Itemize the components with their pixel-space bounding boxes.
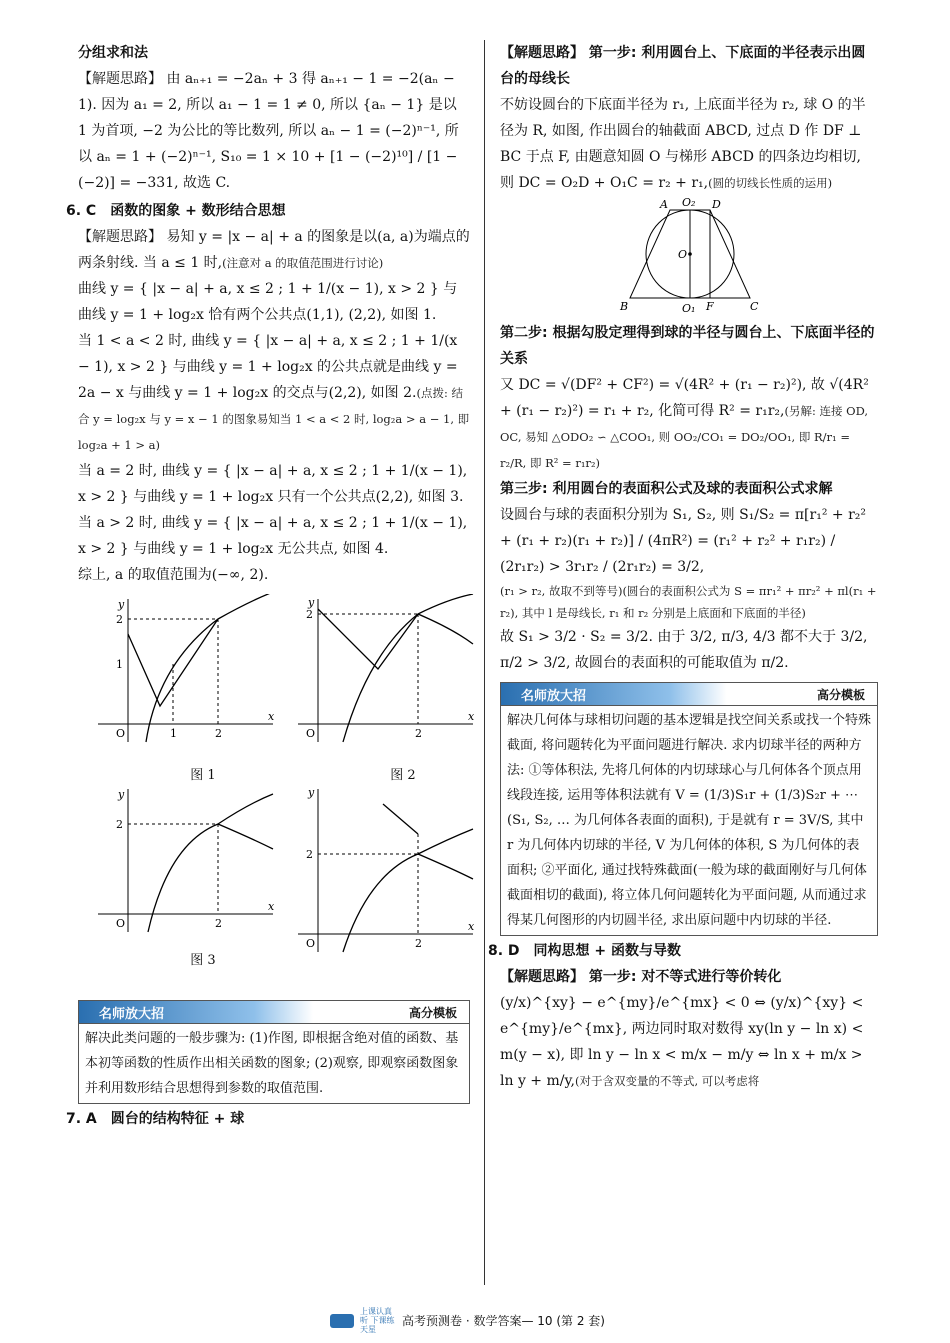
brand-logo-icon xyxy=(330,1314,354,1328)
q6-note-1: (注意对 a 的取值范围进行讨论) xyxy=(222,256,384,270)
svg-text:x: x xyxy=(468,920,475,933)
q8-title: 8. D 同构思想 + 函数与导数 xyxy=(488,943,682,959)
svg-text:y: y xyxy=(118,598,125,611)
q6-note-2: (点拨: 结合 y = log₂x 与 y = x − 1 的图象易知当 1 < a < 2 时, log₂a > a − 1, 即 log₂a + 1 > a) xyxy=(78,386,470,452)
q7-step3-conclusion: 故 S₁ > 3/2 · S₂ = 3/2. 由于 3/2, π/3, 4/3 都不大于 3/2, π/2 > 3/2, 故圆台的表面积的可能取值为 π/2. xyxy=(500,629,868,671)
tip-title: 名师放大招 xyxy=(99,1006,165,1022)
svg-text:2: 2 xyxy=(116,818,123,831)
svg-text:2: 2 xyxy=(306,608,313,621)
function-graphs xyxy=(78,594,475,994)
svg-text:O: O xyxy=(116,917,126,930)
svg-text:B: B xyxy=(620,300,629,313)
q6-case-2: 当 1 < a < 2 时, 曲线 y = { |x − a| + a, x ≤ 2 ; 1 + 1/(x − 1), x > 2 } 与曲线 y = 1 + log₂x 的公共点就是曲线 y = 2a − x 与曲线 y = 1 + log₂x 的交点与(2,2), 如图 2.(点拨: 结合 y = log₂x 与 y = x − 1 的图象易知当 1 < a < 2 时, log₂a > a − 1, 即 log₂a + 1 > a) xyxy=(78,333,470,452)
svg-text:x: x xyxy=(268,710,275,723)
q6-title: 6. C 函数的图象 + 数形结合思想 xyxy=(66,203,286,219)
q8-note: (对于含双变量的不等式, 可以考虑将 xyxy=(574,1074,760,1088)
svg-text:O₁: O₁ xyxy=(682,302,696,315)
q6-case-3: 当 a = 2 时, 曲线 y = { |x − a| + a, x ≤ 2 ; 1 + 1/(x − 1), x > 2 } 与曲线 y = 1 + log₂x 只有一个公共点(2,2), 如图 3. xyxy=(78,463,468,505)
figure-3-caption: 图 3 xyxy=(190,953,216,968)
svg-text:y: y xyxy=(308,786,315,799)
svg-text:1: 1 xyxy=(116,658,123,671)
tip-tag: 高分模板 xyxy=(408,1005,457,1020)
svg-text:A: A xyxy=(660,198,668,211)
q6-case-4: 当 a > 2 时, 曲线 y = { |x − a| + a, x ≤ 2 ; 1 + 1/(x − 1), x > 2 } 与曲线 y = 1 + log₂x 无公共点, 如图 4. xyxy=(78,515,468,557)
q7-title: 7. A 圆台的结构特征 + 球 xyxy=(66,1111,245,1127)
svg-text:2: 2 xyxy=(215,727,222,740)
svg-text:2: 2 xyxy=(215,917,222,930)
q6-conclusion: 综上, a 的取值范围为(−∞, 2). xyxy=(78,567,269,583)
q7-step3-text: 设圆台与球的表面积分别为 S₁, S₂, 则 S₁/S₂ = π[r₁² + r₂² + (r₁ + r₂)(r₁ + r₂)] / (4πR²) = (r₁² + r₂² + r₁r₂) / (2r₁r₂) > 3r₁r₂ / (2r₁r₂) = 3/2, xyxy=(500,507,866,575)
svg-text:O₂: O₂ xyxy=(682,196,696,209)
svg-text:F: F xyxy=(706,300,714,313)
svg-text:2: 2 xyxy=(116,613,123,626)
svg-text:1: 1 xyxy=(170,727,177,740)
frustum-section-figure xyxy=(500,196,878,316)
q7-step1-note: (圆的切线长性质的运用) xyxy=(708,176,833,190)
tip-title: 名师放大招 xyxy=(521,688,587,704)
q7-step3-note: (r₁ > r₂, 故取不到等号)(圆台的表面积公式为 S = πr₁² + πr₂² + πl(r₁ + r₂), 其中 l 是母线长, r₁ 和 r₂ 分别是上底面和下底面的半径) xyxy=(500,584,877,620)
svg-text:D: D xyxy=(712,198,721,211)
logo-text: 上课认真听 下课练天星 xyxy=(360,1307,395,1334)
svg-text:y: y xyxy=(118,788,125,801)
graph-4 xyxy=(288,784,478,954)
footer-text: 高考预测卷 · 数学答案— 10 (第 2 套) xyxy=(402,1314,605,1328)
figure-1-caption: 图 1 xyxy=(190,768,216,783)
graph-3 xyxy=(88,784,278,934)
graph-2 xyxy=(288,594,478,744)
figure-2-caption: 图 2 xyxy=(390,768,416,783)
log-curve xyxy=(146,594,273,742)
q7-step2-note: (另解: 连接 OD, OC, 易知 △ODO₂ ∽ △COO₁, 则 OO₂/CO₁ = DO₂/OO₁, 即 R/r₁ = r₂/R, 即 R² = r₁r₂) xyxy=(500,404,869,470)
method-heading: 分组求和法 xyxy=(78,45,148,61)
q7-step3-heading: 第三步: 利用圆台的表面积公式及球的表面积公式求解 xyxy=(500,481,833,497)
svg-text:2: 2 xyxy=(306,848,313,861)
right-column xyxy=(488,40,878,1094)
teacher-tip-box xyxy=(78,1000,470,1104)
svg-text:O: O xyxy=(116,727,126,740)
tip-body: 解决几何体与球相切问题的基本逻辑是找空间关系或找一个特殊截面, 将问题转化为平面问题进行解决. 求内切球半径的两种方法: ①等体积法, 先将几何体的内切球球心与几何体各个顶点用线段连接, 运用等体积法就有 V = (1/3)S₁r + (1/3)S₂r + ⋯ (S₁, S₂, … 为几何体各表面的面积), 于是就有 r = 3V/S, 其中 r 为几何体内切球的半径, V 为几何体的体积, S 为几何体的表面积; ②平面化, 通过找特殊截面(一般为球的截面刚好与几何体截面相切的截面), 将立体几何问题转化为平面问题, 从而通过求得某几何图形的内切圆半径, 求出原问题中内切球的半径. xyxy=(507,713,872,928)
left-column xyxy=(66,40,475,1132)
graph-1 xyxy=(88,594,278,744)
q5-solution: 【解题思路】 由 aₙ₊₁ = −2aₙ + 3 得 aₙ₊₁ − 1 = −2(aₙ − 1). 因为 a₁ = 2, 所以 a₁ − 1 = 1 ≠ 0, 所以 {aₙ − 1} 是以 1 为首项, −2 为公比的等比数列, 所以 aₙ − 1 = (−2)ⁿ⁻¹, 所以 aₙ = 1 + (−2)ⁿ⁻¹, S₁₀ = 1 × 10 + [1 − (−2)¹⁰] / [1 − (−2)] = −331, 故选 C. xyxy=(78,71,459,191)
svg-text:x: x xyxy=(468,710,475,723)
teacher-tip-box-2 xyxy=(500,682,878,936)
q7-step1-heading: 【解题思路】 第一步: 利用圆台上、下底面的半径表示出圆台的母线长 xyxy=(500,45,866,87)
q6-solution-intro: 【解题思路】 易知 y = |x − a| + a 的图象是以(a, a)为端点的两条射线. 当 a ≤ 1 时,(注意对 a 的取值范围进行讨论) xyxy=(78,229,470,271)
svg-text:O: O xyxy=(678,248,688,261)
column-divider xyxy=(484,40,485,1285)
svg-text:y: y xyxy=(308,596,315,609)
svg-text:C: C xyxy=(750,300,759,313)
svg-text:x: x xyxy=(268,900,275,913)
q8-step1-text: (y/x)^{xy} − e^{my}/e^{mx} < 0 ⇔ (y/x)^{xy} < e^{my}/e^{mx}, 两边同时取对数得 xy(ln y − ln x) < m(y − x), 即 ln y − ln x < m/x − m/y ⇔ ln x + m/x > ln y + m/y,(对于含双变量的不等式, 可以考虑将 xyxy=(500,995,864,1089)
abs-curve xyxy=(128,619,218,706)
q7-step2-heading: 第二步: 根据勾股定理得到球的半径与圆台上、下底面半径的关系 xyxy=(500,325,875,367)
q8-step1-heading: 【解题思路】 第一步: 对不等式进行等价转化 xyxy=(500,969,782,985)
page-footer xyxy=(330,1307,605,1334)
svg-text:2: 2 xyxy=(415,937,422,950)
q7-step2-text: 又 DC = √(DF² + CF²) = √(4R² + (r₁ − r₂)²), 故 √(4R² + (r₁ − r₂)²) = r₁ + r₂, 化简可得 R² = r₁r₂,(另解: 连接 OD, OC, 易知 △ODO₂ ∽ △COO₁, 则 OO₂/CO₁ = DO₂/OO₁, 即 R/r₁ = r₂/R, 即 R² = r₁r₂) xyxy=(500,377,869,470)
q6-case-1: 曲线 y = { |x − a| + a, x ≤ 2 ; 1 + 1/(x − 1), x > 2 } 与曲线 y = 1 + log₂x 恰有两个公共点(1,1), (2,2), 如图 1. xyxy=(78,281,458,323)
tip-tag: 高分模板 xyxy=(816,687,865,702)
q7-step1-text: 不妨设圆台的下底面半径为 r₁, 上底面半径为 r₂, 球 O 的半径为 R, 如图, 作出圆台的轴截面 ABCD, 过点 D 作 DF ⊥ BC 于点 F, 由题意知圆 O 与梯形 ABCD 的四条边均相切, 则 DC = O₂D + O₁C = r₂ + r₁,(圆的切线长性质的运用) xyxy=(500,97,866,191)
tip-body: 解决此类问题的一般步骤为: (1)作图, 即根据含绝对值的函数、基本初等函数的性质作出相关函数的图象; (2)观察, 即观察函数图象并利用数形结合思想得到参数的取值范围. xyxy=(85,1031,459,1096)
svg-text:O: O xyxy=(306,937,316,950)
svg-text:2: 2 xyxy=(415,727,422,740)
svg-text:O: O xyxy=(306,727,316,740)
